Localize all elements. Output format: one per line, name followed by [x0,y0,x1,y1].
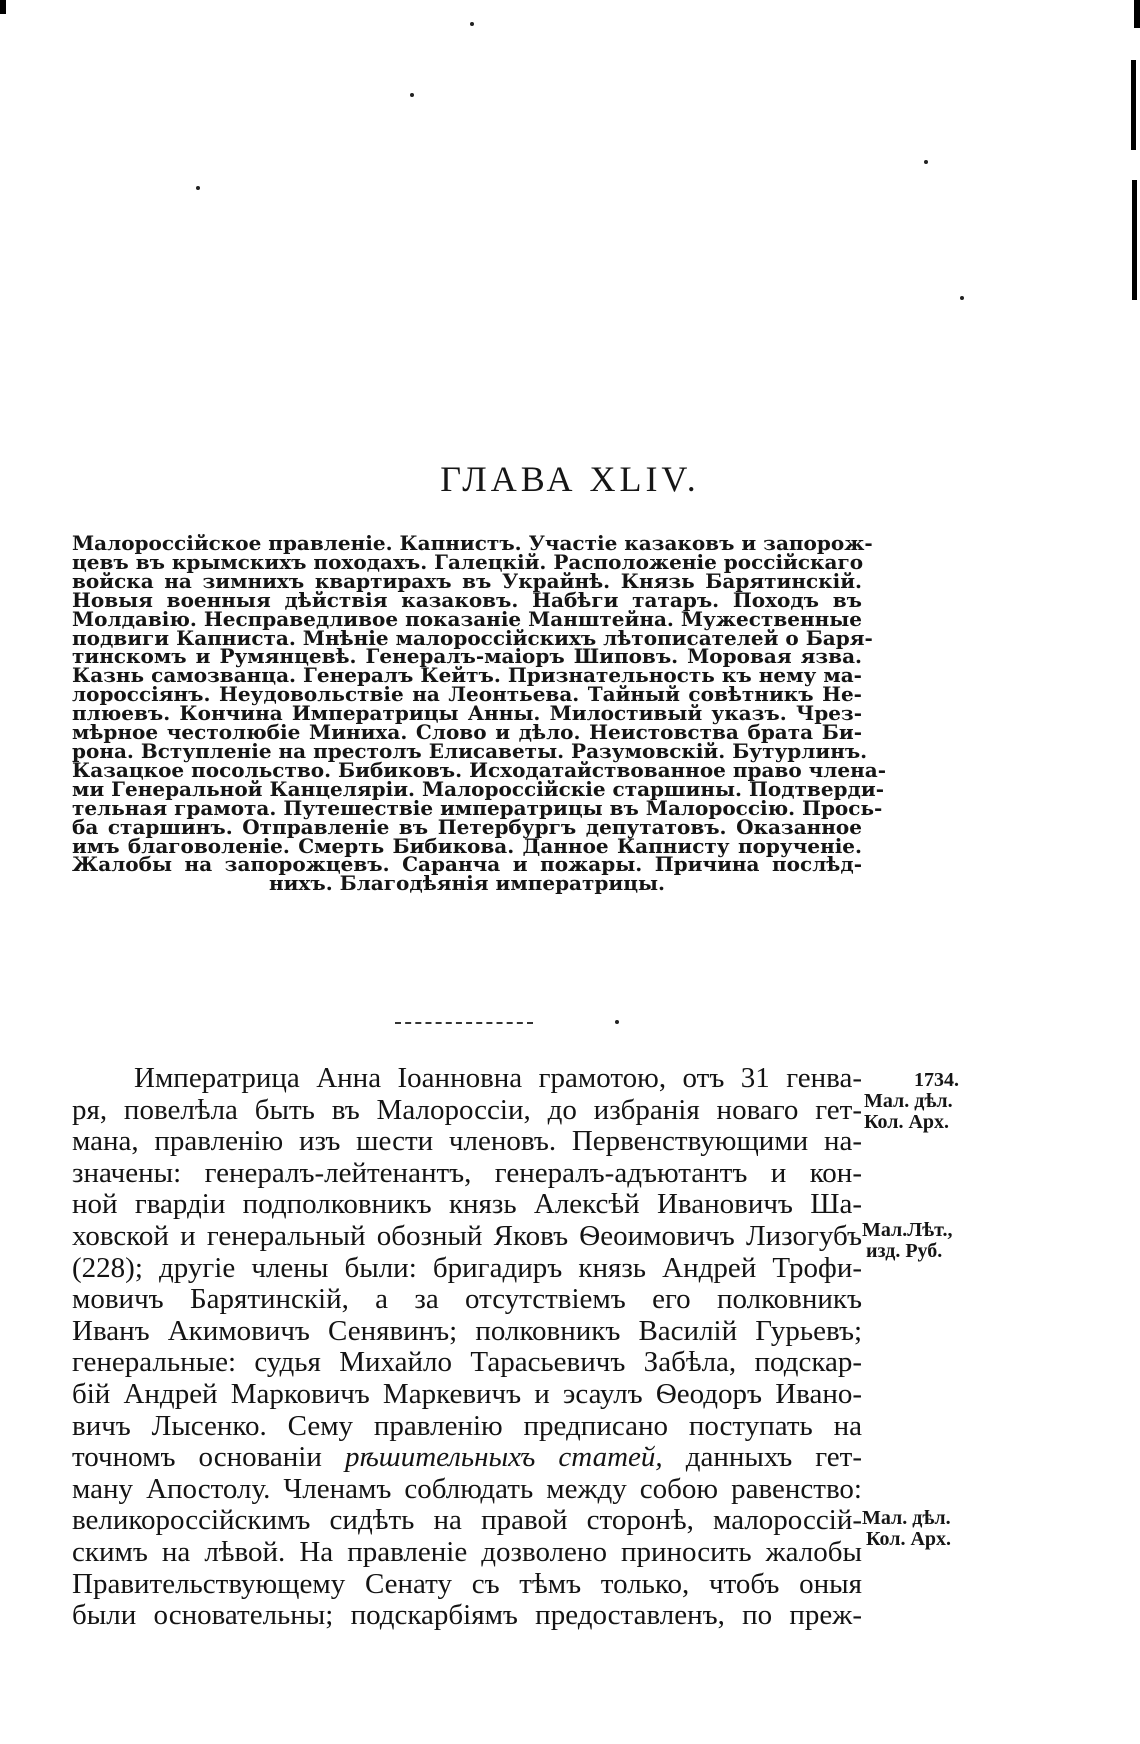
summary-line: тинскомъ и Румянцевѣ. Генералъ-маіоръ Шиповъ. Моровая язва. [72,644,862,669]
summary-line: Казацкое посольство. Бибиковъ. Исходатайствованное право члена- [72,757,886,782]
section-separator [395,1022,533,1024]
scan-edge-mark-right-2 [1131,60,1136,150]
summary-line: тельная грамота. Путешествіе императрицы въ Малороссію. Прось- [72,795,883,820]
body-line: (228); другіе члены были: бригадиръ князь Андрей Трофи- [72,1251,862,1284]
body-line: вичъ Лысенко. Сему правленію предписано поступать на [72,1409,862,1442]
scan-edge-mark-right-3 [1132,180,1137,300]
body-line: ману Апостолу. Членамъ соблюдать между собою равенство: [72,1472,862,1505]
body-line: генеральные: судья Михайло Тарасьевичъ Забѣла, подскар- [72,1346,862,1379]
body-line-end: данныхъ гет- [685,1441,863,1474]
chapter-title: ГЛАВА XLIV. [440,459,700,499]
body-line: великороссійскимъ сидѣть на правой сторонѣ, малороссій- [72,1504,862,1537]
body-line: скимъ на лѣвой. На правленіе дозволено приносить жалобы [72,1535,862,1568]
summary-line: ми Генеральной Канцеляріи. Малороссійскіе старшины. Подтверди- [72,776,885,801]
body-line: значены: генералъ-лейтенантъ, генералъ-адъютантъ и кон- [72,1156,862,1189]
margin-note-line: Кол. Арх. [864,1111,950,1133]
body-line: были основательны; подскарбіямъ предоставленъ, по преж- [72,1599,862,1632]
body-line [72,1442,862,1474]
body-line: мана, правленію изъ шести членовъ. Первенствующими на- [72,1125,862,1158]
body-line: ховской и генеральный обозный Яковъ Ѳеоимовичъ Лизогубъ [72,1219,862,1252]
body-line: Правительствующему Сенату съ тѣмъ только, чтобъ оныя [72,1567,862,1600]
summary-line: имъ благоволеніе. Смерть Бибикова. Данное Капнисту порученіе. [72,833,862,858]
margin-note-line: Кол. Арх. [866,1528,952,1550]
margin-note-line: Мал.Лѣт., [862,1219,953,1241]
scan-edge-mark-top-left [0,0,6,14]
scan-speck [960,296,964,300]
scan-speck [410,93,414,97]
summary-line: лороссіянъ. Неудовольствіе на Леонтьева. Тайный совѣтникъ Не- [72,682,862,707]
scan-speck [196,186,200,190]
summary-line: Казнь самозванца. Генералъ Кейтъ. Признательность къ нему ма- [72,663,862,688]
body-line: Иванъ Акимовичъ Сенявинъ; полковникъ Василій Гурьевъ; [72,1314,862,1347]
margin-note-chronicle [862,1220,972,1262]
body-text [72,1063,862,1632]
margin-note-archive [862,1508,972,1550]
body-line: ной гвардіи подполковникъ князь Алексѣй Ивановичъ Ша- [72,1188,862,1221]
italic-phrase: рѣшительныхъ статей, [344,1441,663,1474]
summary-line: цевъ въ крымскихъ походахъ. Галецкій. Расположеніе россійскаго [72,549,864,574]
summary-line: ба старшинъ. Отправленіе въ Петербургъ депутатовъ. Оказанное [72,814,862,839]
summary-line: плюевъ. Кончина Императрицы Анны. Милостивый указъ. Чрез- [72,701,862,726]
summary-line: мѣрное честолюбіе Миниха. Слово и дѣло. Неистовства брата Би- [72,720,862,745]
summary-line: Новыя военныя дѣйствія казаковъ. Набѣги татаръ. Походъ въ [72,587,862,612]
margin-note-line: Мал. дѣл. [862,1507,951,1529]
body-line: бій Андрей Марковичъ Маркевичъ и эсаулъ Ѳеодоръ Ивано- [72,1377,862,1410]
margin-note-year: 1734. [914,1069,959,1091]
scan-edge-mark-right-1 [1134,0,1140,28]
summary-line: Жалобы на запорожцевъ. Саранча и пожары. Причина послѣд- [72,852,862,877]
scan-speck [470,22,474,26]
summary-line: подвиги Капниста. Мнѣніе малороссійскихъ лѣтописателей о Баря- [72,625,873,650]
margin-note-line: изд. Руб. [866,1240,943,1262]
body-line: мовичъ Барятинскій, а за отсутствіемъ его полковникъ [72,1283,862,1316]
summary-line: войска на зимнихъ квартирахъ въ Украйнѣ. Князь Барятинскій. [72,568,862,593]
scan-speck [615,1020,619,1024]
scan-speck [924,160,928,164]
body-line-start: точномъ основаніи [72,1441,322,1474]
margin-note-line: Мал. дѣл. [864,1090,953,1112]
body-line: Императрица Анна Іоанновна грамотою, отъ 31 генва- [134,1062,862,1094]
summary-line: рона. Вступленіе на престолъ Елисаветы. Разумовскій. Бутурлинъ. [72,738,868,763]
summary-line: Малороссійское правленіе. Капнистъ. Участіе казаковъ и запорож- [72,531,873,555]
summary-line: нихъ. Благодѣянія императрицы. [268,871,666,896]
chapter-summary [72,531,886,896]
body-line: ря, повелѣла быть въ Малороссіи, до избранія новаго гет- [72,1093,862,1126]
summary-line: Молдавію. Несправедливое показаніе Манштейна. Мужественные [72,606,862,631]
margin-note-1734 [862,1070,972,1133]
